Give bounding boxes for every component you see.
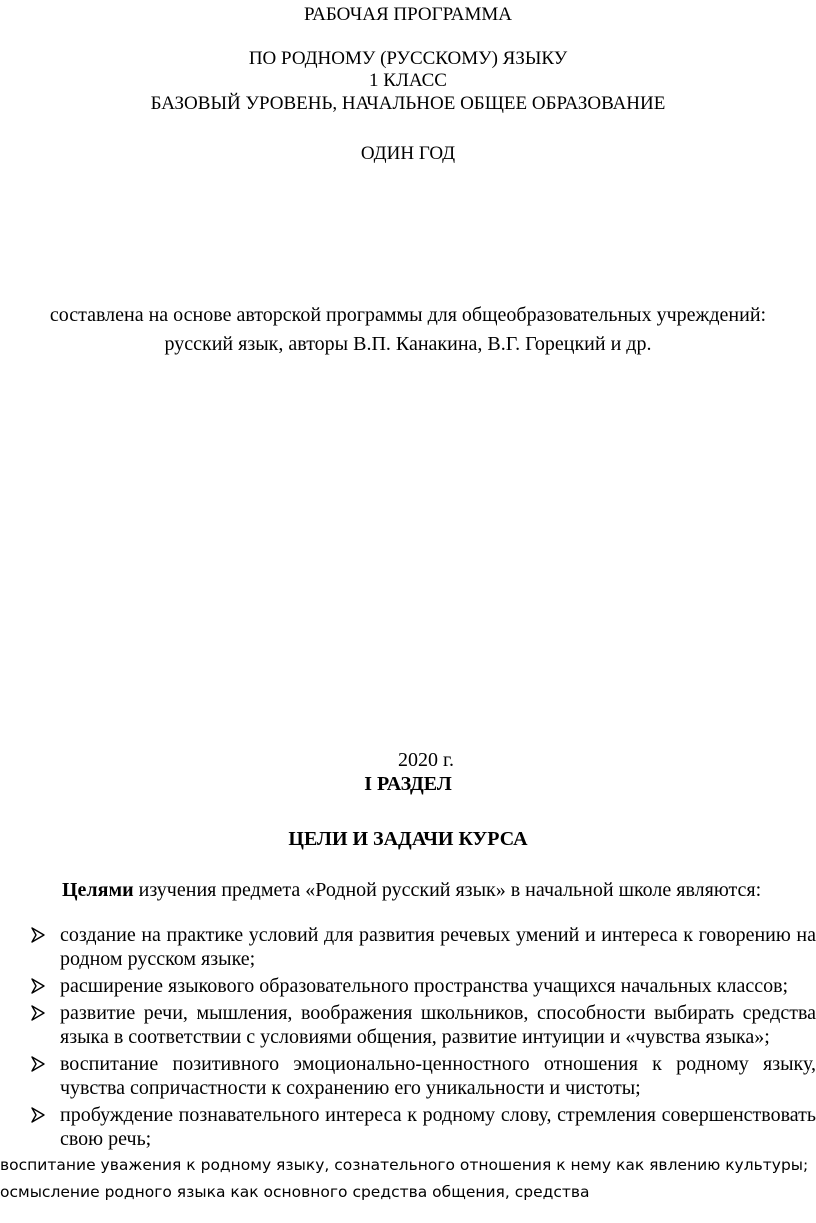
goals-intro-text: изучения предмета «Родной русский язык» в начальной школе являются:	[133, 879, 762, 901]
arrow-check-bullet-icon	[30, 1056, 46, 1072]
program-basis-line-2: русский язык, авторы В.П. Канакина, В.Г. Горецкий и др.	[164, 333, 652, 355]
program-grade: 1 КЛАСС	[369, 70, 447, 91]
goal-text: развитие речи, мышления, воображения школьников, способности выбирать средства языка в соответствии с условиями общения, развитие интуиции и «чувства языка»;	[60, 1002, 816, 1048]
goal-item	[30, 974, 816, 998]
program-subject: ПО РОДНОМУ (РУССКОМУ) ЯЗЫКУ	[248, 48, 568, 69]
arrow-check-bullet-icon	[30, 1005, 46, 1021]
program-duration: ОДИН ГОД	[360, 143, 456, 164]
goals-intro	[62, 878, 761, 902]
section-title: ЦЕЛИ И ЗАДАЧИ КУРСА	[288, 828, 528, 850]
program-year: 2020 г.	[398, 749, 454, 771]
goal-text: пробуждение познавательного интереса к родному слову, стремления совершенствовать свою речь;	[60, 1104, 816, 1150]
program-basis-line-1: составлена на основе авторской программы для общеобразовательных учреждений:	[49, 304, 767, 326]
goal-text: создание на практике условий для развития речевых умений и интереса к говорению на родном русском языке;	[60, 924, 816, 970]
program-title: РАБОЧАЯ ПРОГРАММА	[304, 4, 512, 25]
goal-item	[30, 1103, 816, 1151]
goal-text: расширение языкового образовательного пространства учащихся начальных классов;	[60, 975, 789, 997]
goal-item	[30, 1001, 816, 1049]
goals-list	[30, 923, 816, 1154]
extra-goal-line-1: воспитание уважения к родному языку, сознательного отношения к нему как явлению культуры;	[0, 1156, 809, 1174]
goal-item	[30, 923, 816, 971]
goals-intro-bold: Целями	[62, 879, 134, 901]
arrow-check-bullet-icon	[30, 1107, 46, 1123]
arrow-check-bullet-icon	[30, 927, 46, 943]
goal-item	[30, 1052, 816, 1100]
extra-goal-line-2: осмысление родного языка как основного средства общения, средства	[0, 1183, 590, 1201]
program-level: БАЗОВЫЙ УРОВЕНЬ, НАЧАЛЬНОЕ ОБЩЕЕ ОБРАЗОВАНИЕ	[150, 93, 666, 114]
arrow-check-bullet-icon	[30, 978, 46, 994]
goal-text: воспитание позитивного эмоционально-ценностного отношения к родному языку, чувства сопричастности к сохранению его уникальности и чистоты;	[60, 1053, 816, 1099]
section-number: I РАЗДЕЛ	[364, 773, 452, 795]
